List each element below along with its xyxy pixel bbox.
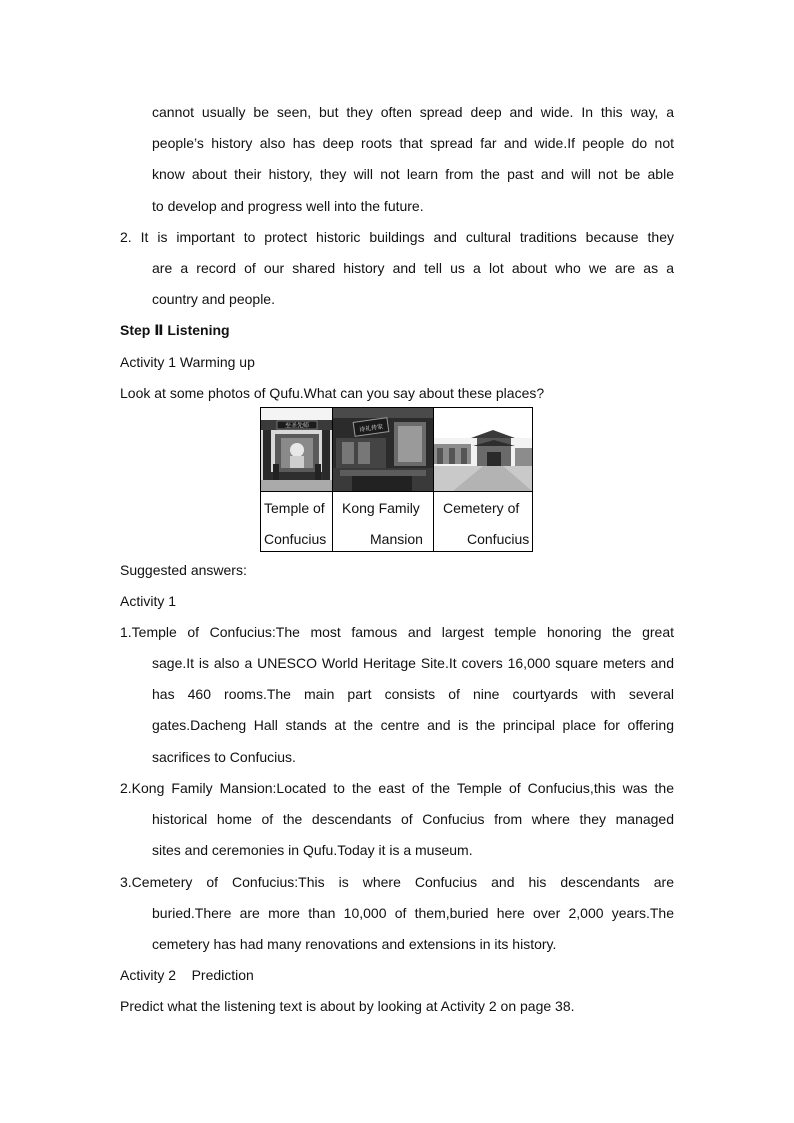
photo-table	[260, 407, 533, 552]
suggested-answers-label: Suggested answers:	[120, 562, 247, 578]
activity-heading: Activity 1 Warming up	[120, 354, 255, 370]
cemetery-of-confucius-photo	[433, 408, 534, 491]
answer-line: 1.Temple of Confucius:The most famous and largest temple honoring the great	[120, 624, 674, 640]
text-line: people’s history also has deep roots that spread far and wide.If people do not	[152, 135, 674, 151]
text-line: cannot usually be seen, but they often spread deep and wide. In this way, a	[152, 104, 674, 120]
answer-line: sacrifices to Confucius.	[152, 749, 296, 765]
activity-prompt: Look at some photos of Qufu.What can you say about these places?	[120, 385, 545, 401]
caption-cemetery-line1: Cemetery of	[443, 500, 520, 516]
text-line: to develop and progress well into the future.	[152, 198, 424, 214]
caption-temple-line1: Temple of	[264, 500, 325, 516]
text-line: are a record of our shared history and tell us a lot about who we are as a	[152, 260, 674, 276]
activity-prompt: Predict what the listening text is about by looking at Activity 2 on page 38.	[120, 998, 575, 1014]
activity-heading: Activity 2 Prediction	[120, 967, 254, 983]
text-line: country and people.	[152, 291, 275, 307]
answer-line: 2.Kong Family Mansion:Located to the east of the Temple of Confucius,this was the	[120, 780, 674, 796]
answer-line: buried.There are more than 10,000 of them,buried here over 2,000 years.The	[152, 905, 674, 921]
section-heading: Step Ⅱ Listening	[120, 322, 230, 338]
text-line: 2. It is important to protect historic buildings and cultural traditions because they	[120, 229, 674, 245]
kong-family-mansion-photo	[332, 408, 433, 491]
caption-mansion-line2: Mansion	[370, 531, 423, 547]
answer-line: 3.Cemetery of Confucius:This is where Confucius and his descendants are	[120, 874, 674, 890]
text-line: know about their history, they will not learn from the past and will not be able	[152, 166, 674, 182]
answer-line: sage.It is also a UNESCO World Heritage Site.It covers 16,000 square meters and	[152, 655, 674, 671]
caption-cemetery-line2: Confucius	[467, 531, 530, 547]
temple-of-confucius-photo	[261, 408, 332, 491]
answer-line: historical home of the descendants of Confucius from where they managed	[152, 811, 674, 827]
caption-temple-line2: Confucius	[264, 531, 327, 547]
temple-plaque-text: 至圣先师	[284, 422, 310, 430]
answer-line: cemetery has had many renovations and extensions in its history.	[152, 936, 557, 952]
activity-label: Activity 1	[120, 593, 177, 609]
mansion-plaque-text: 诗礼传家	[358, 423, 384, 434]
caption-mansion-line1: Kong Family	[342, 500, 420, 516]
answer-line: sites and ceremonies in Qufu.Today it is a museum.	[152, 842, 473, 858]
answer-line: gates.Dacheng Hall stands at the centre and is the principal place for offering	[152, 717, 674, 733]
answer-line: has 460 rooms.The main part consists of nine courtyards with several	[152, 686, 674, 702]
